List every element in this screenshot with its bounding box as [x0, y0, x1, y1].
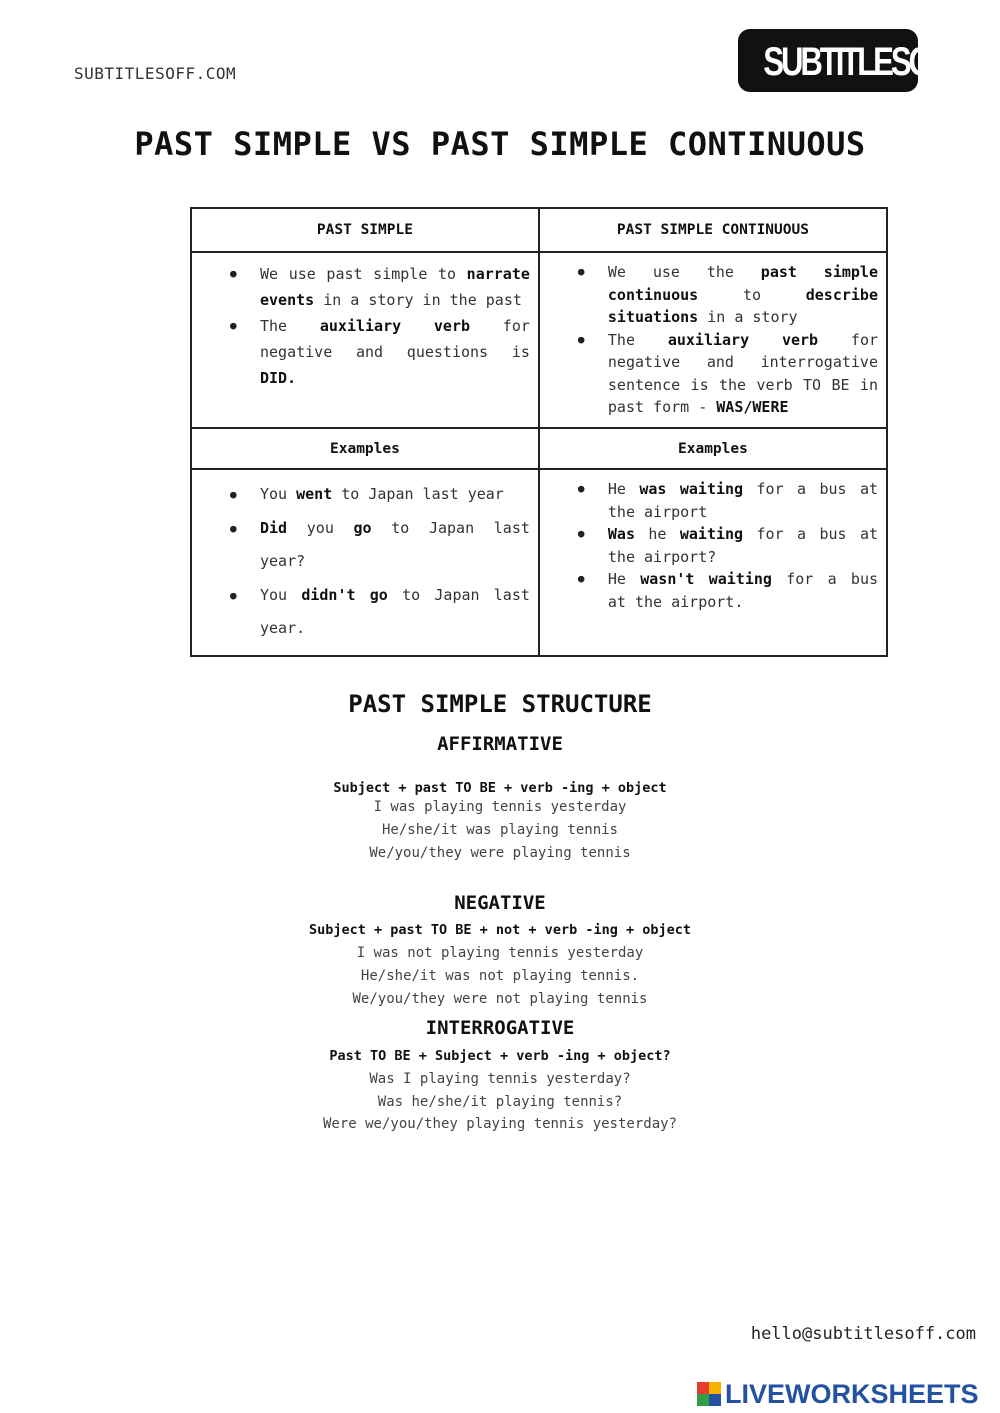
bold-text: narrate events — [260, 265, 530, 309]
header-past-continuous: PAST SIMPLE CONTINUOUS — [539, 208, 887, 252]
bold-text: WAS/WERE — [716, 398, 789, 416]
interrogative-example: Was I playing tennis yesterday? — [369, 1071, 631, 1087]
contact-email[interactable]: hello@subtitlesoff.com — [750, 1324, 976, 1344]
text-segment: in a story in the past — [314, 291, 522, 309]
bold-text: auxiliary verb — [319, 317, 471, 335]
page-title: PAST SIMPLE VS PAST SIMPLE CONTINUOUS — [134, 125, 866, 163]
interrogative-example: Were we/you/they playing tennis yesterday? — [322, 1116, 677, 1132]
icon-square — [709, 1382, 721, 1394]
past-continuous-rules — [539, 252, 887, 428]
examples-header-right: Examples — [539, 428, 887, 469]
affirmative-formula: Subject + past TO BE + verb -ing + object — [333, 780, 667, 796]
text-segment: in a story — [698, 308, 798, 326]
list-item — [556, 523, 878, 568]
text-segment: for a bus at the airport — [607, 480, 879, 521]
interrogative-formula: Past TO BE + Subject + verb -ing + object? — [329, 1048, 671, 1064]
header-past-simple: PAST SIMPLE — [191, 208, 539, 252]
structure-title: PAST SIMPLE STRUCTURE — [348, 690, 652, 718]
negative-example: He/she/it was not playing tennis. — [360, 968, 640, 984]
text-segment: The — [260, 317, 320, 335]
negative-formula: Subject + past TO BE + not + verb -ing + object — [308, 922, 691, 938]
text-segment: for a bus at the airport? — [607, 525, 879, 566]
examples-list-left — [192, 470, 538, 646]
text-segment: to — [698, 285, 806, 304]
past-continuous-examples — [539, 469, 887, 656]
logo-text: SUBTITLESOFF — [763, 36, 892, 85]
past-simple-rules — [191, 252, 539, 428]
bold-text: DID. — [260, 369, 297, 387]
text-segment: He — [607, 570, 641, 588]
text-segment: you — [287, 518, 354, 537]
affirmative-heading: AFFIRMATIVE — [437, 733, 563, 755]
list-item — [208, 261, 530, 313]
icon-square — [697, 1382, 709, 1394]
liveworksheets-logo-icon — [697, 1382, 721, 1406]
icon-square — [697, 1394, 709, 1406]
bold-text: didn't go — [301, 585, 388, 604]
negative-example: I was not playing tennis yesterday — [356, 945, 644, 961]
list-item — [556, 261, 878, 329]
list-item — [556, 568, 878, 613]
text-segment: He — [607, 480, 640, 498]
bold-text: describe situations — [607, 285, 878, 326]
text-segment: for negative and questions is — [260, 317, 530, 361]
text-segment: to Japan last year — [332, 485, 504, 503]
text-segment: he — [634, 525, 680, 543]
rules-list-right — [540, 253, 886, 419]
text-segment: for a bus at the airport. — [607, 570, 879, 611]
rules-list-left — [192, 253, 538, 391]
text-segment: for negative and interrogative sentence is the verb TO BE in past form - — [607, 330, 879, 416]
comparison-table — [190, 207, 888, 657]
list-item — [208, 478, 530, 512]
logo — [738, 29, 962, 92]
negative-heading: NEGATIVE — [454, 892, 546, 914]
liveworksheets-text: LIVEWORKSHEETS — [725, 1378, 979, 1409]
list-item — [208, 512, 530, 579]
bold-text: waiting — [679, 525, 744, 543]
past-simple-examples — [191, 469, 539, 656]
site-url: SUBTITLESOFF.COM — [74, 64, 237, 83]
list-item — [556, 478, 878, 523]
examples-list-right — [540, 470, 886, 613]
text-segment: You — [260, 485, 297, 503]
affirmative-example: I was playing tennis yesterday — [373, 799, 627, 815]
affirmative-example: He/she/it was playing tennis — [381, 822, 618, 838]
list-item — [208, 579, 530, 646]
bold-text: auxiliary verb — [667, 330, 819, 349]
list-item — [208, 313, 530, 391]
bold-text: go — [353, 518, 372, 537]
interrogative-example: Was he/she/it playing tennis? — [377, 1094, 623, 1110]
bold-text: wasn't waiting — [640, 570, 772, 588]
liveworksheets-brand[interactable] — [697, 1378, 979, 1410]
text-segment: We use the — [607, 263, 761, 281]
interrogative-heading: INTERROGATIVE — [425, 1017, 575, 1039]
icon-square — [709, 1394, 721, 1406]
text-segment: We use past simple to — [260, 265, 467, 283]
bold-text: was waiting — [639, 480, 744, 498]
examples-header-left: Examples — [191, 428, 539, 469]
text-segment: The — [607, 330, 668, 349]
bold-text: Did — [260, 518, 288, 537]
bold-text: went — [296, 485, 333, 503]
text-segment: to Japan last year. — [260, 585, 530, 637]
bold-text: Was — [607, 525, 635, 543]
bold-text: past simple continuous — [607, 263, 878, 304]
text-segment: You — [260, 585, 302, 604]
list-item — [556, 329, 878, 419]
affirmative-example: We/you/they were playing tennis — [369, 845, 631, 861]
text-segment: to Japan last year? — [260, 518, 530, 570]
negative-example: We/you/they were not playing tennis — [352, 991, 648, 1007]
